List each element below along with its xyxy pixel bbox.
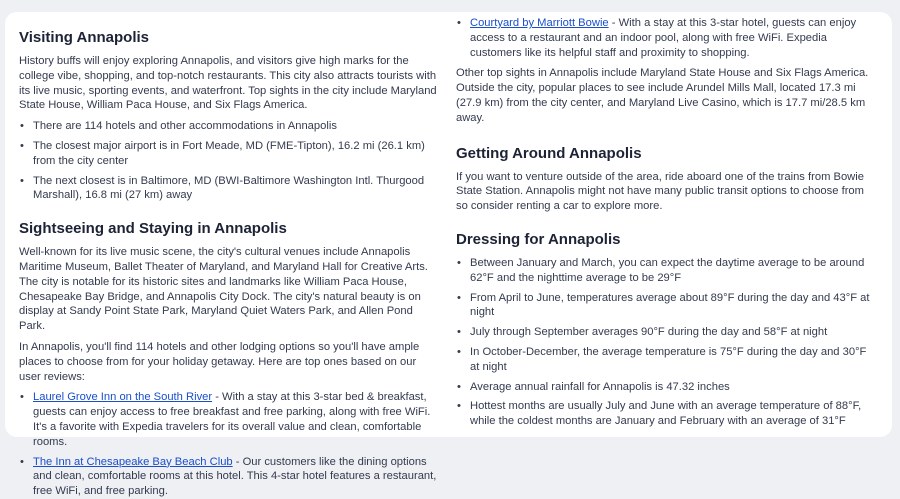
left-column [19,26,440,498]
list-item: • The next closest is in Baltimore, MD (BWI-Baltimore Washington Intl. Thurgood Marshall), 16.8 mi (27 km) away [19,174,440,204]
weather-list [456,256,878,429]
hotel-link-laurel-grove[interactable]: Laurel Grove Inn on the South River [33,391,213,404]
visiting-title: Visiting Annapolis [19,29,150,46]
hotel-list-continued [456,16,878,60]
other-sights-paragraph: Other top sights in Annapolis include Maryland State House and Six Flags America. Outside the city, popular places to see include Arundel Mills Mall, located 17.3 mi (27.9 km) from the city center, and Maryland Live Casino, which is 17.7 mi/28.5 km away. [456,67,869,124]
hotel-description: - Our customers like the dining options and clean, comfortable rooms at this hotel. This 4-star hotel features a restaurant, free WiFi, and free parking. [33,455,437,498]
hotel-link-chesapeake-bay-beach-club[interactable]: The Inn at Chesapeake Bay Beach Club [33,455,233,468]
list-item: • The closest major airport is in Fort Meade, MD (FME-Tipton), 16.2 mi (26.1 km) from the city center [19,139,440,169]
hotel-item [19,455,440,499]
sightseeing-paragraph: Well-known for its live music scene, the city's cultural venues include Annapolis Maritime Museum, Ballet Theater of Maryland, and Maryland Hall for Creative Arts. The city is notable for its historic sites and landmarks like William Paca House, Chesapeake Bay Bridge, and Annapolis City Dock. The city's natural beauty is on display at Sandy Point State Park, Maryland Quiet Waters Park, and Allen Pond Park. [19,246,428,333]
list-item: • In October-December, the average temperature is 75°F during the day and 30°F at night [456,345,878,375]
right-column [456,16,878,437]
hotel-description: - With a stay at this 3-star hotel, guests can enjoy access to a restaurant and an indoor pool, along with free WiFi. Expedia customers like its helpful staff and proximity to shopping. [470,17,857,59]
list-item: • Hottest months are usually July and June with an average temperature of 88°F, while the coldest months are January and February with an average of 31°F [456,399,878,429]
hotel-description: - With a stay at this 3-star bed & breakfast, guests can enjoy access to free breakfast and free parking, along with free WiFi. It's a favorite with Expedia travelers for its overall value and clean, comfortable rooms. [33,391,431,448]
hotel-item [19,390,440,449]
getting-around-title: Getting Around Annapolis [456,144,642,162]
visiting-intro: History buffs will enjoy exploring Annapolis, and visitors give high marks for the college vibe, shopping, and top-notch restaurants. This city also attracts tourists with its live music, sporting events, and waterfront. Top sights in the city include Maryland State House, William Paca House, and Six Flags America. [19,55,437,112]
lodging-paragraph: In Annapolis, you'll find 114 hotels and other lodging options so you'll have ample places to choose from for your holiday getaway. Here are top ones based on our user reviews: [19,340,420,383]
list-item: • From April to June, temperatures average about 89°F during the day and 43°F at night [456,291,878,321]
visiting-section [19,28,440,203]
visiting-facts-list [19,119,440,203]
list-item: • There are 114 hotels and other accommodations in Annapolis [19,119,440,134]
content-card [5,12,892,498]
dressing-title: Dressing for Annapolis [456,230,621,248]
hotel-item [456,16,878,60]
list-item: • Average annual rainfall for Annapolis is 47.32 inches [456,380,878,395]
getting-around-section [456,144,878,214]
list-item: • July through September averages 90°F during the day and 58°F at night [456,325,878,340]
hotel-link-courtyard-bowie[interactable]: Courtyard by Marriott Bowie [470,17,609,29]
sightseeing-title: Sightseeing and Staying in Annapolis [19,220,287,238]
hotel-list [19,390,440,499]
getting-around-text: If you want to venture outside of the area, ride aboard one of the trains from Bowie State Station. Annapolis might not have many public transit options to choose from so consider renting a car to explore more. [456,170,864,213]
sightseeing-section [19,219,440,499]
dressing-section [456,230,878,429]
list-item: • Between January and March, you can expect the daytime average to be around 62°F and the nighttime average to be 29°F [456,256,878,286]
